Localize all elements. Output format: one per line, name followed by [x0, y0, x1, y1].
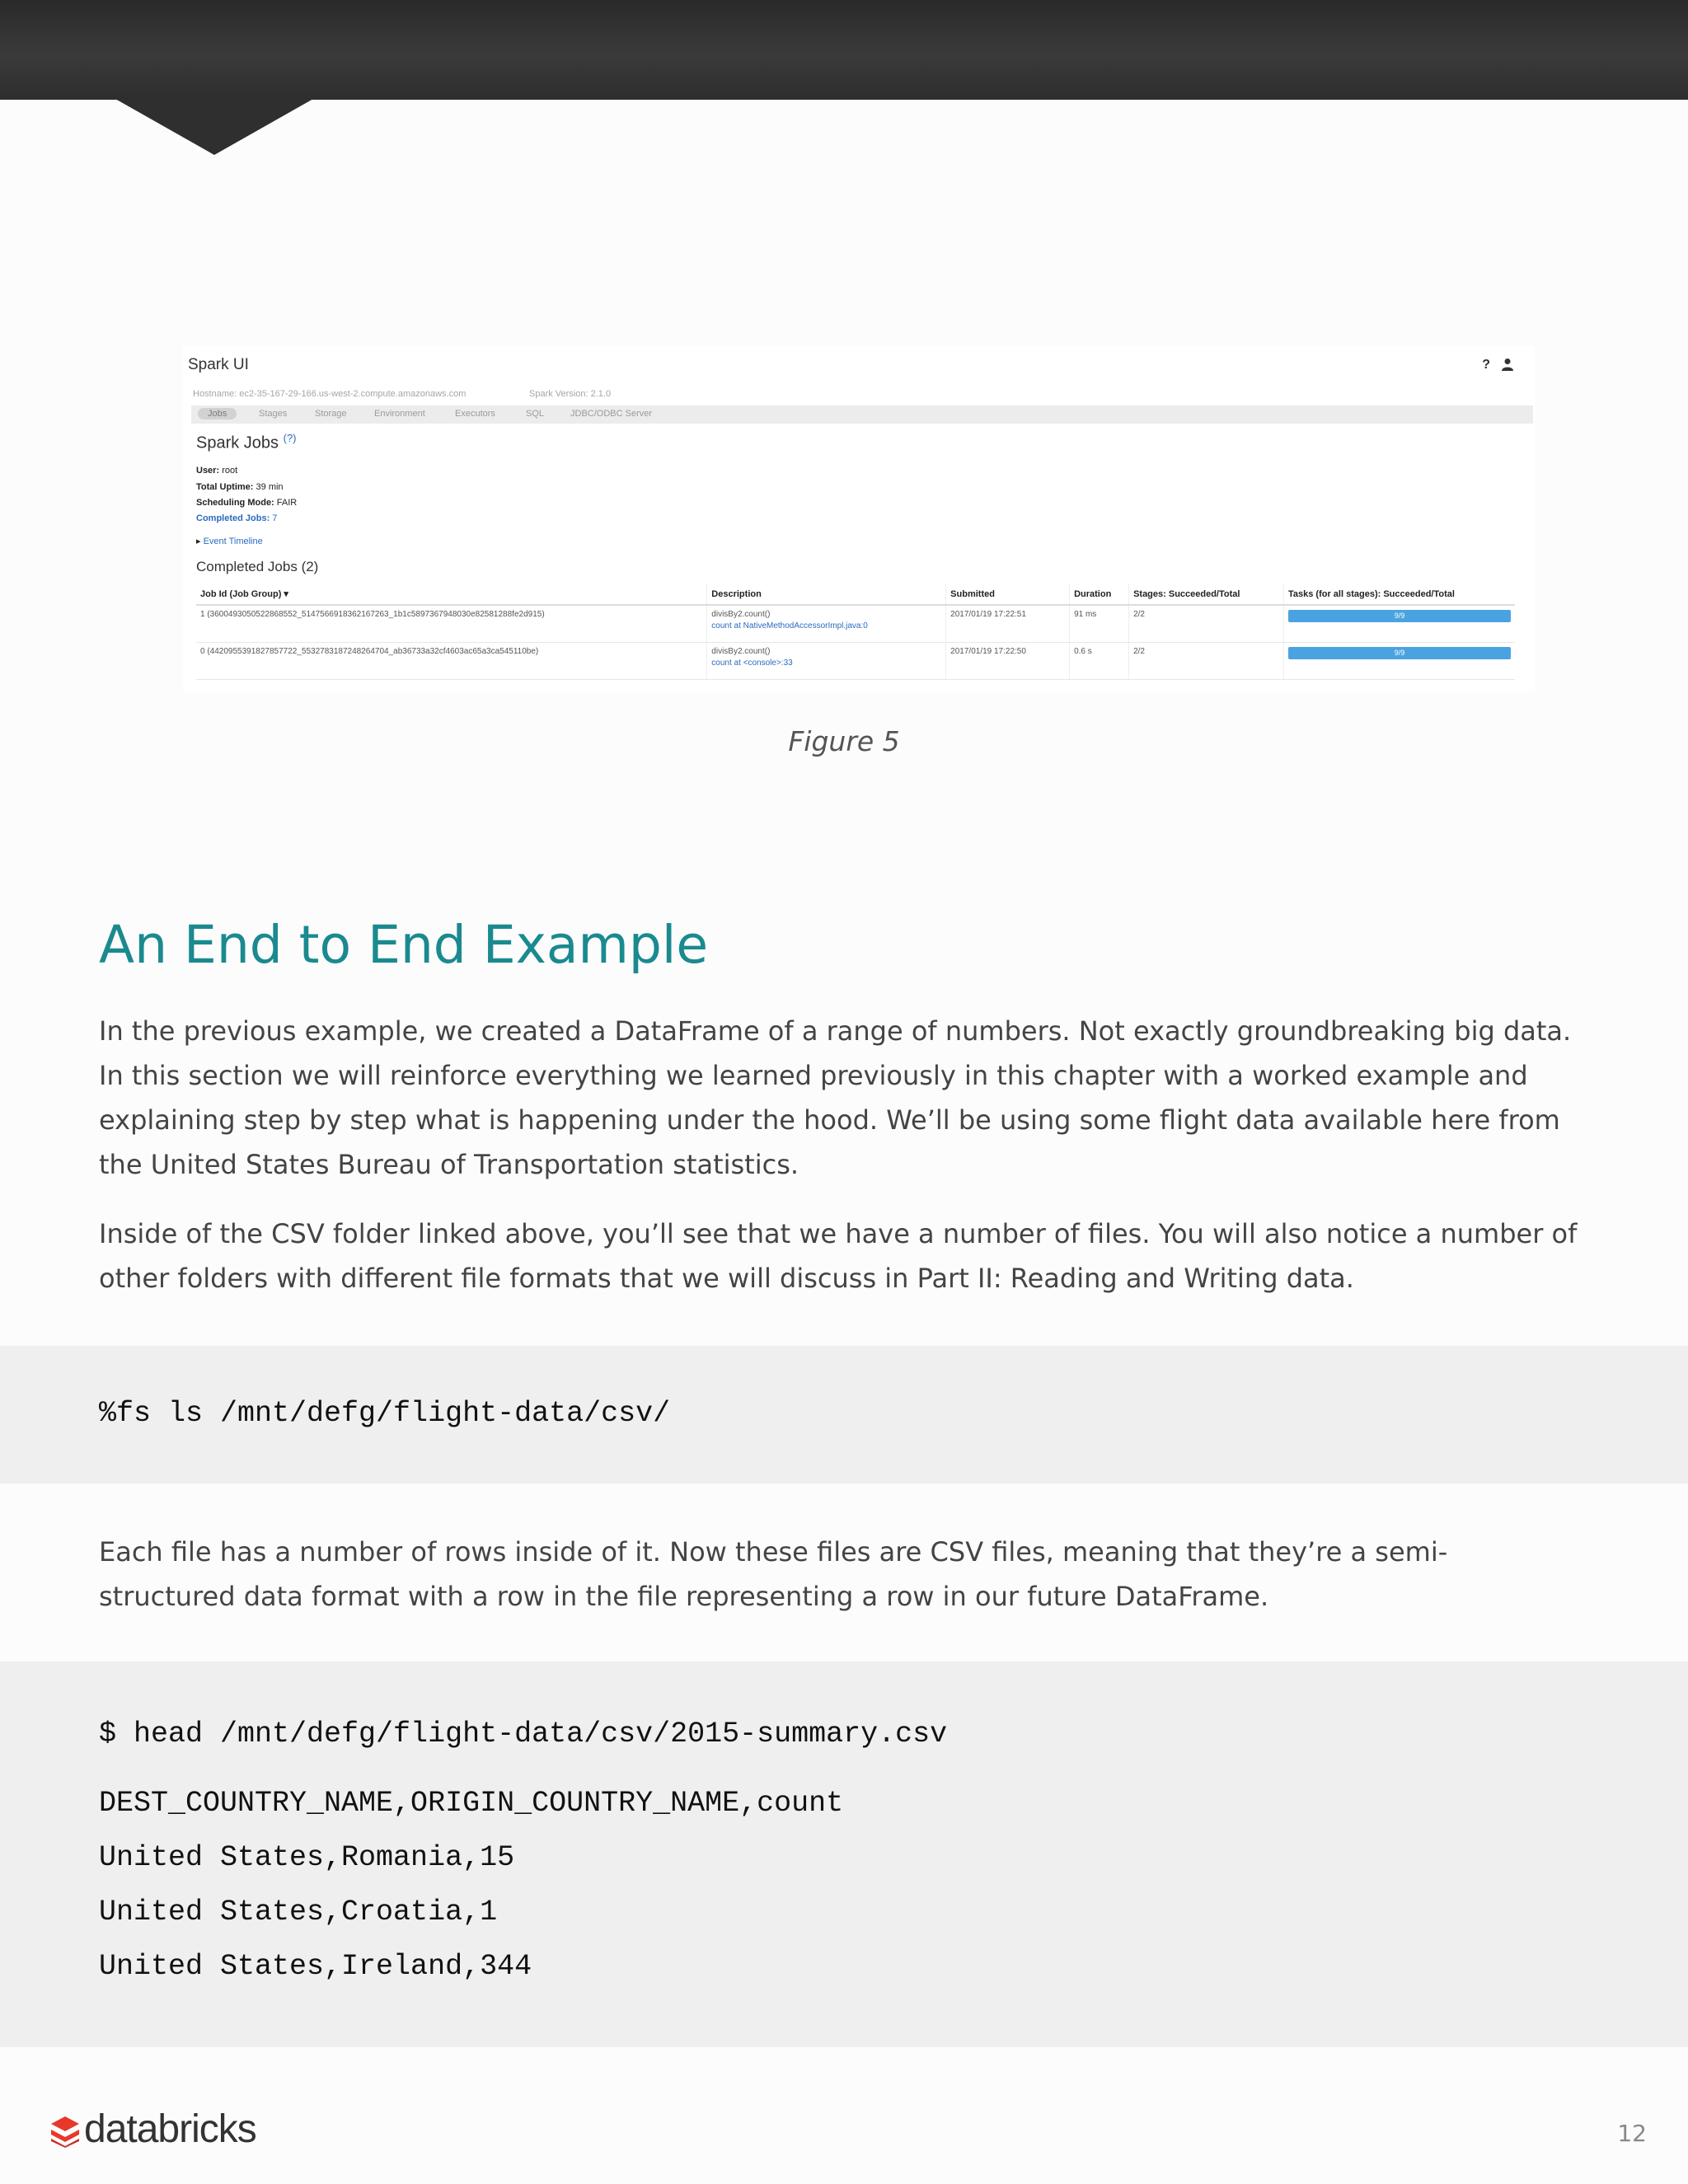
column-header: Description [707, 583, 946, 605]
event-timeline-label: Event Timeline [203, 537, 263, 546]
column-header: Stages: Succeeded/Total [1129, 583, 1284, 605]
stages-cell: 2/2 [1129, 642, 1284, 679]
spark-jobs-help: (?) [283, 432, 297, 444]
paragraph: Each file has a number of rows inside of it. Now these files are CSV files, meaning that they’re a semi-structured data format with a row in the file representing a row in our future DataFrame. [99, 1536, 1448, 1612]
column-header: Tasks (for all stages): Succeeded/Total [1284, 583, 1516, 605]
code-line: United States,Romania,15 [99, 1841, 515, 1874]
jobs-table [196, 583, 1515, 680]
info-completed-label: Completed Jobs: [196, 513, 270, 523]
duration-cell: 91 ms [1070, 605, 1129, 642]
spark-version: Spark Version: 2.1.0 [529, 389, 612, 399]
job-id-cell: 0 (4420955391827857722_5532783187248264704_ab36733a32cf4603ac65a3ca545110be) [196, 642, 707, 679]
help-icon: ? [1482, 358, 1490, 372]
table-row [196, 642, 1515, 679]
tab-storage: Storage [315, 409, 347, 419]
table-header-row [196, 583, 1515, 605]
code-block [0, 1661, 1688, 2047]
duration-cell: 0.6 s [1070, 642, 1129, 679]
tab-environment: Environment [374, 409, 425, 419]
code-line: United States,Ireland,344 [99, 1950, 532, 1983]
description-link: count at <console>:33 [711, 658, 793, 668]
description-cell [707, 605, 946, 642]
code-line: United States,Croatia,1 [99, 1896, 498, 1929]
caret-right-icon: ▸ [196, 537, 201, 546]
paragraph: Inside of the CSV folder linked above, you’ll see that we have a number of files. You will also notice a number of other folders with different file formats that we will discuss in Part II: Reading and Writing data. [99, 1218, 1578, 1294]
info-user-label: User: [196, 466, 220, 476]
info-uptime-label: Total Uptime: [196, 482, 254, 492]
code-line: DEST_COUNTRY_NAME,ORIGIN_COUNTRY_NAME,count [99, 1787, 844, 1820]
tab-sql: SQL [526, 409, 545, 419]
info-uptime-value: 39 min [256, 482, 284, 492]
tab-jdbc: JDBC/ODBC Server [570, 409, 653, 419]
spark-nav-bar [191, 405, 1533, 424]
figure-caption: Figure 5 [788, 725, 900, 757]
page-number: 12 [1617, 2120, 1647, 2147]
tasks-cell [1284, 605, 1516, 642]
hostname: Hostname: ec2-35-167-29-166.us-west-2.compute.amazonaws.com [193, 389, 467, 399]
info-mode-value: FAIR [276, 498, 298, 508]
logo-wordmark: databricks [84, 2107, 256, 2151]
code-block [0, 1346, 1688, 1483]
description-link: count at NativeMethodAccessorImpl.java:0 [711, 621, 868, 630]
paragraph: In the previous example, we created a DataFrame of a range of numbers. Not exactly groundbreaking big data. In this section we will reinforce everything we learned previously in this chapter with a worked example and explaining step by step what is happening under the hood. We’ll be using some flight data available here from the United States Bureau of Transportation statistics. [99, 1015, 1572, 1180]
spark-ui-title: Spark UI [188, 356, 249, 373]
description-text: divisBy2.count() [711, 646, 771, 656]
column-header: Duration [1070, 583, 1129, 605]
description-cell [707, 642, 946, 679]
info-completed [196, 513, 277, 523]
info-mode-label: Scheduling Mode: [196, 498, 274, 508]
tab-jobs: Jobs [198, 408, 237, 419]
spark-ui-screenshot [183, 346, 1535, 692]
databricks-logo-icon [49, 2115, 81, 2148]
spark-jobs-title [196, 432, 297, 453]
banner-notch [115, 99, 313, 155]
column-header: Submitted [946, 583, 1070, 605]
job-id-cell: 1 (3600493050522868552_5147566918362167263_1b1c5897367948030e82581288fe2d915) [196, 605, 707, 642]
top-banner [0, 0, 1688, 100]
code-line: $ head /mnt/defg/flight-data/csv/2015-summary.csv [99, 1718, 948, 1750]
completed-jobs-title: Completed Jobs (2) [196, 559, 319, 574]
section-heading: An End to End Example [99, 915, 709, 975]
code-line: %fs ls /mnt/defg/flight-data/csv/ [99, 1397, 671, 1430]
spark-jobs-title-text: Spark Jobs [196, 434, 279, 452]
submitted-cell: 2017/01/19 17:22:50 [946, 642, 1070, 679]
tasks-cell [1284, 642, 1516, 679]
submitted-cell: 2017/01/19 17:22:51 [946, 605, 1070, 642]
stages-cell: 2/2 [1129, 605, 1284, 642]
description-text: divisBy2.count() [711, 610, 771, 619]
event-timeline [196, 536, 263, 546]
tab-executors: Executors [455, 409, 495, 419]
user-icon [1502, 358, 1513, 375]
column-header: Job Id (Job Group) ▾ [196, 583, 707, 605]
tasks-progress-bar: 9/9 [1288, 610, 1511, 622]
info-user [196, 466, 237, 476]
info-completed-value: 7 [272, 513, 278, 523]
tasks-progress-bar: 9/9 [1288, 647, 1511, 659]
info-user-value: root [222, 466, 238, 476]
table-row [196, 605, 1515, 642]
tab-stages: Stages [259, 409, 288, 419]
info-mode [196, 498, 297, 508]
info-uptime [196, 482, 284, 492]
